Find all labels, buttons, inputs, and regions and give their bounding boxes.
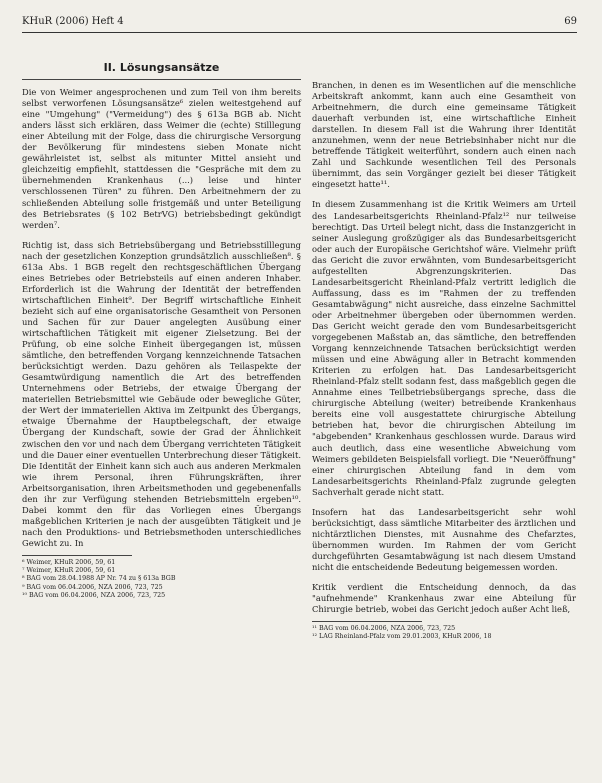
footnote: ⁹ BAG vom 06.04.2006, NZA 2006, 723, 725 [22,583,163,591]
section-title-rule [22,79,301,80]
footnote: ¹² LAG Rheinland-Pfalz vom 29.01.2003, KHuR 2006, 18 [312,633,492,641]
section-title: II. Lösungsansätze [103,61,220,74]
running-head [22,14,577,30]
left-column [22,62,301,600]
footnote: ⁸ BAG vom 28.04.1988 AP Nr. 74 zu § 613a BGB [22,575,176,583]
footnote-rule [312,621,422,622]
paragraph: Die von Weimer angesprochenen und zum Teil von ihm bereits selbst verworfenen Lösungsansätze⁶ zielen weitestgehend auf eine "Umgehung" ("Vermeidung") des § 613a BGB ab. Nicht anders lässt sich erklären, dass Weimer die (echte) Stilllegung einer Abteilung mit der Folge, dass die chirurgische Versorgung der Bevölkerung für mindestens sieben Monate nicht gewährleistet ist, selbst als mitunter Mittel ansieht und gleichzeitig empfiehlt, stattdessen die "Gespräche mit dem zu übernehmenden Krankenhaus (...) leise und hinter verschlossenen Türen" zu führen. Den Arbeitnehmern der zu schließenden Abteilung solle fristgemäß und unter Beteiligung des Betriebsrates (§ 102 BetrVG) betriebsbedingt gekündigt werden⁷. [22,87,301,230]
page-number: 69 [564,16,577,27]
paragraph: Richtig ist, dass sich Betriebsübergang und Betriebsstilllegung nach der gesetzlichen Konzeption grundsätzlich ausschließen⁸. § 613a Abs. 1 BGB regelt den rechtsgeschäftlichen Übergang eines Betriebes oder Betriebsteils auf einen anderen Inhaber. Erforderlich ist die Wahrung der Identität der betreffenden wirtschaftlichen Einheit⁹. Der Begriff wirtschaftliche Einheit bezieht sich auf eine organisatorische Gesamtheit von Personen und Sachen für zur Dauer angelegten Ausübung einer wirtschaftlichen Tätigkeit mit eigener Zielsetzung. Bei der Prüfung, ob eine solche Einheit übergegangen ist, müssen sämtliche, den betreffenden Vorgang kennzeichnende Tatsachen berücksichtigt werden. Dazu gehören als Teilaspekte der Gesamtwürdigung namentlich die Art des betreffenden Unternehmens oder Betriebs, der etwaige Übergang der materiellen Betriebsmittel wie Gebäude oder bewegliche Güter, der Wert der immateriellen Aktiva im Zeitpunkt des Übergangs, etwaige Übernahme der Hauptbelegschaft, der etwaige Übergang der Kundschaft, sowie der Grad der Ähnlichkeit zwischen den vor und nach dem Übergang verrichteten Tätigkeit und die Dauer einer eventuellen Unterbrechung dieser Tätigkeit. Die Identität der Einheit kann sich auch aus anderen Merkmalen wie ihrem Personal, ihren Führungskräften, ihrer Arbeitsorganisation, ihren Arbeitsmethoden und gegebenenfalls den ihr zur Verfügung stehenden Betriebsmitteln ergeben¹⁰. Dabei kommt den für das Vorliegen eines Übergangs maßgeblichen Kriterien je nach der ausgeübten Tätigkeit und je nach den Produktions- und Betriebsmethoden unterschiedliches Gewicht zu. In [22,239,301,548]
footnote-rule [22,555,132,556]
paragraph: Branchen, in denen es im Wesentlichen auf die menschliche Arbeitskraft ankommt, kann auch eine Gesamtheit von Arbeitnehmern, die durch eine gemeinsame Tätigkeit dauerhaft verbunden ist, eine wirtschaftliche Einheit darstellen. In diesem Fall ist die Wahrung ihrer Identität anzunehmen, wenn der neue Betriebsinhaber nicht nur die betreffende Tätigkeit weiterführt, sondern auch einen nach Zahl und Sachkunde wesentlichen Teil des Personals übernimmt, das sein Vorgänger gezielt bei dieser Tätigkeit eingesetzt hatte¹¹. [312,80,576,190]
paragraph: Insofern hat das Landesarbeitsgericht sehr wohl berücksichtigt, dass sämtliche Mitarbeiter des ärztlichen und nichtärztlichen Dienstes, mit Ausnahme des Chefarztes, übernommen wurden. Im Rahmen der vom Gericht durchgeführten Gesamtabwägung ist nach diesem Umstand nicht die entscheidende Bedeutung beigemessen worden. [312,506,576,572]
paragraph: In diesem Zusammenhang ist die Kritik Weimers am Urteil des Landesarbeitsgerichts Rheinland-Pfalz¹² nur teilweise berechtigt. Das Urteil belegt nicht, dass die Instanzgericht in seiner Auslegung großzügiger als das Bundesarbeitsgericht oder auch der Europäische Gerichtshof wäre. Vielmehr prüft das Gericht die zuvor erwähnten, vom Bundesarbeitsgericht aufgestellten Abgrenzungskriterien. Das Landesarbeitsgericht Rheinland-Pfalz vertritt lediglich die Auffassung, dass es im "Rahmen der zu treffenden Gesamtabwägung" nicht ausreiche, dass einzelne Sachmittel oder Arbeitnehmer übergeben oder übernommen werden. Das Gericht weicht gerade den vom Bundesarbeitsgericht vorgegebenen Maßstab an, das sämtliche, den betreffenden Vorgang kennzeichnende Tatsachen berücksichtigt werden müssen und eine Abwägung aller in Betracht kommenden Kriterien zu erfolgen hat. Das Landesarbeitsgericht Rheinland-Pfalz stellt sodann fest, dass maßgeblich gegen die Annahme eines Teilbetriebsübergangs spreche, dass die chirurgische Abteilung (weiter) betreibende Krankenhaus bereits eine voll ausgestattete chirurgische Abteilung betrieben hat, bevor die chirurgischen Abteilung im "abgebenden" Krankenhaus geschlossen wurde. Daraus wird auch deutlich, dass eine wesentliche Abweichung vom Weimers gebildeten Beispielsfall vorliegt. Die "Neueröffnung" einer chirurgischen Abteilung fand in dem vom Landesarbeitsgerichts Rheinland-Pfalz zugrunde gelegten Sachverhalt gerade nicht statt. [312,199,576,497]
footnote: ⁷ Weimer, KHuR 2006, 59, 61 [22,567,116,575]
footnotes [22,559,301,600]
footnote: ⁶ Weimer, KHuR 2006, 59, 61 [22,558,116,566]
paragraph: Kritik verdient die Entscheidung dennoch, da das "aufnehmende" Krankenhaus zwar eine Abteilung für Chirurgie betrieb, wobei das Gericht jedoch außer Acht ließ, [312,582,576,615]
footnote: ¹⁰ BAG vom 06.04.2006, NZA 2006, 723, 725 [22,591,166,599]
right-column [312,80,576,642]
journal-reference: KHuR (2006) Heft 4 [22,16,124,27]
header-rule [22,32,577,33]
footnotes [312,625,576,641]
footnote: ¹¹ BAG vom 06.04.2006, NZA 2006, 723, 725 [312,625,456,633]
